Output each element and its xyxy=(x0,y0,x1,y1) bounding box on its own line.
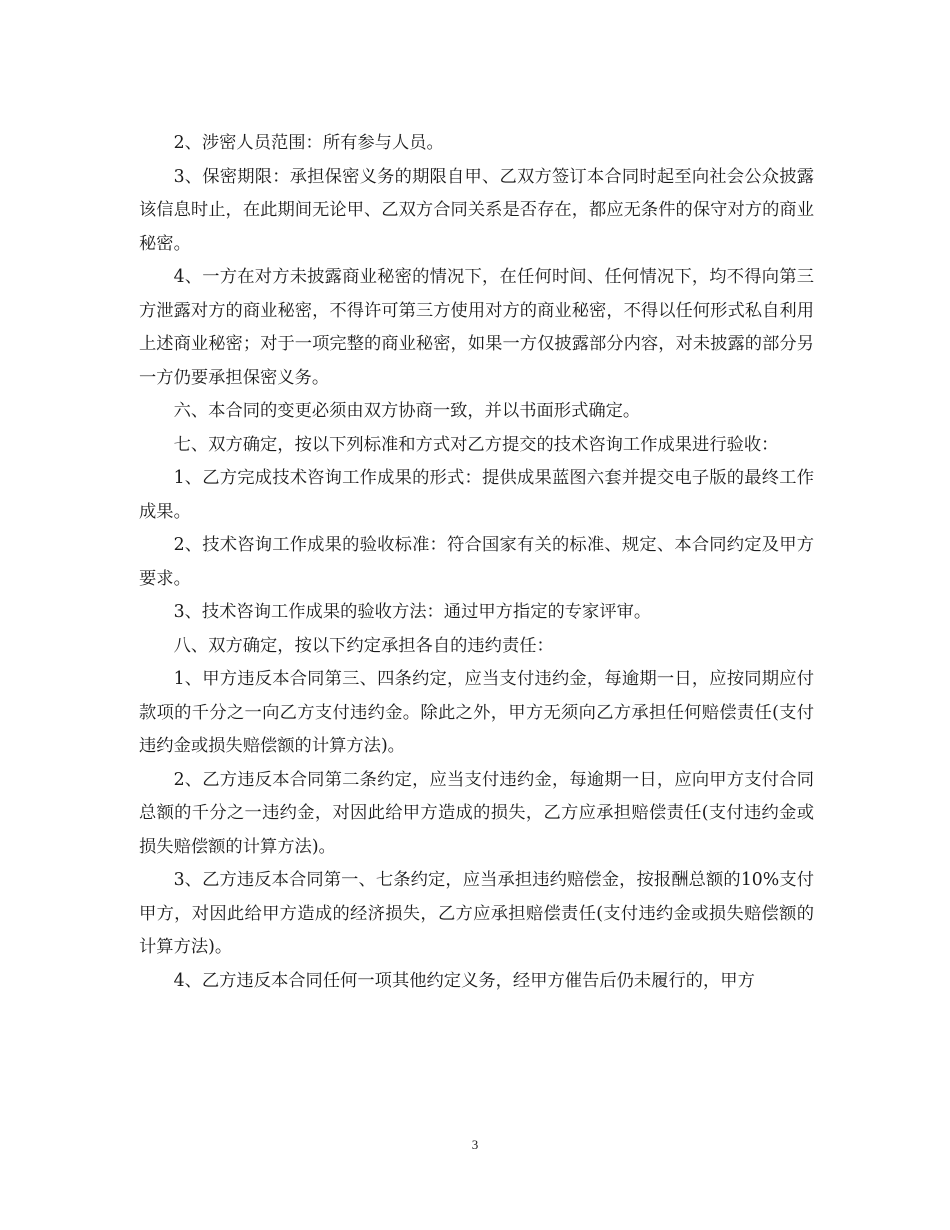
document-body xyxy=(139,127,814,998)
paragraph-deliverable-form: 1、乙方完成技术咨询工作成果的形式：提供成果蓝图六套并提交电子版的最终工作成果。 xyxy=(139,468,814,522)
paragraph-section-8-liability: 八、双方确定，按以下约定承担各自的违约责任： xyxy=(173,635,554,656)
paragraph-party-b-breach-clause-2: 2、乙方违反本合同第二条约定，应当支付违约金，每逾期一日，应向甲方支付合同总额的千分之一违约金，对因此给甲方造成的损失，乙方应承担赔偿责任(支付违约金或损失赔偿额的计算方法)。 xyxy=(139,769,814,857)
paragraph-section-6-amendment: 六、本合同的变更必须由双方协商一致，并以书面形式确定。 xyxy=(173,401,641,421)
paragraph-confidentiality-period: 3、保密期限：承担保密义务的期限自甲、乙双方签订本合同时起至向社会公众披露该信息时止，在此期间无论甲、乙双方合同关系是否存在，都应无条件的保守对方的商业秘密。 xyxy=(139,166,814,254)
page-number: 3 xyxy=(471,1137,479,1152)
paragraph-acceptance-standard: 2、技术咨询工作成果的验收标准：符合国家有关的标准、规定、本合同约定及甲方要求。 xyxy=(139,535,814,589)
paragraph-party-b-other-breach: 4、乙方违反本合同任何一项其他约定义务，经甲方催告后仍未履行的，甲方 xyxy=(173,970,755,991)
paragraph-party-b-breach-clause-1-7: 3、乙方违反本合同第一、七条约定，应当承担违约赔偿金，按报酬总额的10%支付甲方，对因此给甲方造成的经济损失，乙方应承担赔偿责任(支付违约金或损失赔偿额的计算方法)。 xyxy=(139,870,814,957)
paragraph-acceptance-method: 3、技术咨询工作成果的验收方法：通过甲方指定的专家评审。 xyxy=(173,602,652,622)
paragraph-non-disclosure: 4、一方在对方未披露商业秘密的情况下，在任何时间、任何情况下，均不得向第三方泄露对方的商业秘密，不得许可第三方使用对方的商业秘密，不得以任何形式私自利用上述商业秘密；对于一项完整的商业秘密，如果一方仅披露部分内容，对未披露的部分另一方仍要承担保密义务。 xyxy=(139,267,814,388)
paragraph-personnel-scope: 2、涉密人员范围：所有参与人员。 xyxy=(173,133,444,153)
paragraph-party-a-breach: 1、甲方违反本合同第三、四条约定，应当支付违约金，每逾期一日，应按同期应付款项的千分之一向乙方支付违约金。除此之外，甲方无须向乙方承担任何赔偿责任(支付违约金或损失赔偿额的计算方法)。 xyxy=(139,669,814,756)
paragraph-section-7-acceptance: 七、双方确定，按以下列标准和方式对乙方提交的技术咨询工作成果进行验收： xyxy=(173,434,779,455)
